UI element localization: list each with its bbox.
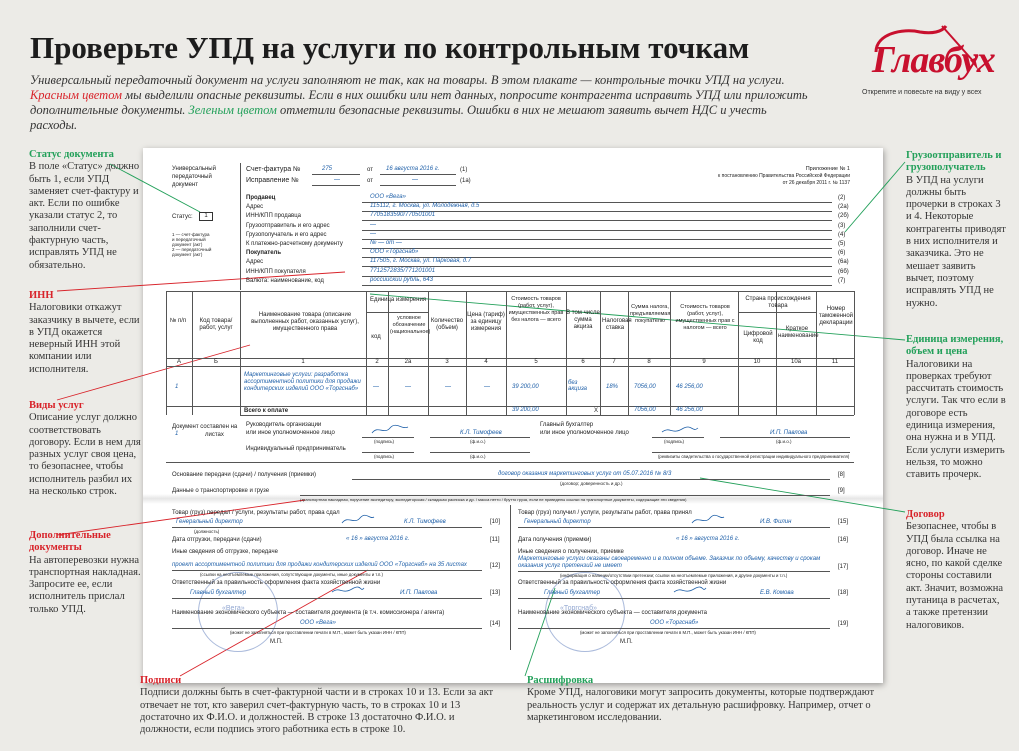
col-tax: Сумма налога, предъявляемая покупателю <box>630 304 671 324</box>
r17-value: Маркетинговые услуги оказаны своевременно и в полном объеме. Заказчик по объему, качеству и срокам оказания услуг претензий не имеет <box>518 556 821 569</box>
note-unit: Единица измерения, объем и цена Налоговики на проверках требуют рассчитать стоимость услуги. Так что если в договоре есть единица измерения, она нужна и в УПД. Если услуги измерить нельзя, то можно ставить прочерк. <box>906 334 1006 481</box>
l14-code: [14] <box>490 621 501 627</box>
parts-divider <box>510 505 511 650</box>
r15-position: Генеральный директор <box>524 519 591 525</box>
party-row-line <box>362 285 832 286</box>
annex-1: Приложение № 1 <box>805 166 850 172</box>
fix-from: от <box>367 178 373 184</box>
sf-date-line <box>380 174 456 175</box>
note-inn: ИНН Налоговики откажут заказчику в вычете, если в УПД окажется неверный ИНН этой компании или исполнителя. <box>29 290 140 375</box>
party-row-line <box>362 248 832 249</box>
r15-signature-icon <box>690 514 726 526</box>
table-column-line <box>600 291 601 415</box>
party-row-code: (6) <box>838 250 846 257</box>
transport-label: Данные о транспортировке и грузе <box>172 488 270 494</box>
r18-line <box>518 598 830 599</box>
upd-caption-2: передаточный <box>172 174 212 180</box>
acc-signature-icon <box>660 424 700 436</box>
table-total-bottom <box>240 415 854 416</box>
column-number: 3 <box>445 359 449 365</box>
l10-signature-icon <box>340 514 376 526</box>
party-row-code: (2) <box>838 195 846 201</box>
total-label: Всего к оплате <box>244 408 289 414</box>
l10-pos-hint: (должность) <box>194 529 220 534</box>
col-unit: Единица измерения <box>369 297 427 303</box>
r15-line <box>518 527 830 528</box>
l11-label: Дата отгрузки, передачи (сдачи) <box>172 537 262 543</box>
basis-code: [8] <box>838 472 845 478</box>
column-number: 5 <box>534 359 538 365</box>
table-column-line <box>388 291 389 415</box>
note-signatures: Подписи Подписи должны быть в счет-фактурной части и в строках 10 и 13. Если за акт отвечает не тот, кто заверил счет-фактурную часть, то в строках 10 и 13 достаточно их Ф.И.О. и должностей. В строке 13 достаточно Ф.И.О. и должности, если подпись этого работника есть в строке 10. <box>140 675 494 736</box>
party-row-value: 7705183590/770501001 <box>370 212 436 219</box>
column-number: 9 <box>702 359 706 365</box>
party-row-label: ИНН/КПП покупателя <box>246 268 306 275</box>
item-unit-code: — <box>373 384 379 390</box>
party-row-code: (3) <box>838 222 846 229</box>
fix-number-line <box>312 185 360 186</box>
party-row-value: ООО «Торгснаб» <box>370 249 419 256</box>
head-name: К.Л. Тимофеев <box>460 430 502 436</box>
acc-label-1: Главный бухгалтер <box>540 422 594 428</box>
column-number: А <box>176 359 181 365</box>
table-column-line <box>366 291 367 415</box>
table-column-line <box>428 291 429 415</box>
l11-date: « 16 » августа 2016 г. <box>346 536 410 542</box>
column-number: 10 <box>753 359 761 365</box>
buyer-stamp-text: «Торгснаб» <box>560 605 597 612</box>
r-mp: М.П. <box>620 639 633 645</box>
section-divider <box>166 462 854 463</box>
table-column-line <box>816 291 817 415</box>
total-total: 46 256,00 <box>676 407 703 413</box>
r18-position: Главный бухгалтер <box>544 590 601 596</box>
table-num-bottom <box>166 366 854 367</box>
table-column-line <box>240 291 241 415</box>
party-row-line <box>362 239 832 240</box>
party-row-value: — <box>370 221 376 228</box>
table-column-line <box>506 291 507 415</box>
head-signature-icon <box>370 424 410 436</box>
party-row-value: 115112, г. Москва, ул. Молодежная, д.5 <box>370 203 480 210</box>
column-number: 4 <box>484 359 488 365</box>
sheets-count: 1 <box>175 431 179 437</box>
sf-label: Счет-фактура № <box>246 166 301 173</box>
party-row-label: Грузоотправитель и его адрес <box>246 222 330 229</box>
r15-label: Товар (груз) получил / услуги, результаты работ, права принял <box>518 510 692 516</box>
head-fio-hint: (ф.и.о.) <box>470 439 486 444</box>
col-code: Код товара/ работ, услуг <box>199 318 233 331</box>
l-mp: М.П. <box>270 639 283 645</box>
item-name: Маркетинговые услуги: разработка ассортиментной политики для продажи кондитерских изделий ООО «Торгснаб» <box>244 372 361 392</box>
r18-code: [18] <box>838 590 849 596</box>
status-hint-2: и передаточный <box>172 237 206 242</box>
item-unit-name: — <box>405 384 411 390</box>
col-unit-code: код <box>371 334 381 340</box>
col-name: Наименование товара (описание выполненных работ, оказанных услуг), имущественного права <box>251 312 359 332</box>
basis-label: Основание передачи (сдачи) / получения (приемки) <box>172 472 316 478</box>
annex-3: от 26 декабря 2011 г. № 1137 <box>782 180 850 186</box>
transport-hint: (транспортная накладная, поручение экспедитору, экспедиторская / складская расписка и др. / масса нетто / брутто груза, если не приведены ссылки на транспортные документы, содержащие эти сведения) <box>300 497 687 502</box>
party-row-label: Покупатель <box>246 250 282 257</box>
logo-brand: Главбух <box>872 39 995 81</box>
fix-code: (1а) <box>460 178 471 184</box>
table-column-line <box>466 291 467 415</box>
acc-label-2: или иное уполномоченное лицо <box>540 430 629 436</box>
basis-hint: (договор; доверенность и др.) <box>560 481 623 486</box>
r19-code: [19] <box>838 621 849 627</box>
column-number: 11 <box>831 359 839 365</box>
party-row-label: Адрес <box>246 259 264 266</box>
l13-position: Главный бухгалтер <box>190 590 247 596</box>
sf-code: (1) <box>460 167 468 173</box>
l10-code: [10] <box>490 519 501 525</box>
col-country-code: Цифровой код <box>743 331 773 344</box>
status-hint-3: документ (акт) <box>172 242 203 247</box>
table-column-line <box>166 291 167 415</box>
table-sub-header-line <box>366 312 428 313</box>
column-number: Б <box>214 359 218 365</box>
seller-stamp-text: «Вега» <box>222 605 245 612</box>
party-row-code: (6б) <box>838 268 849 275</box>
intro-text: Универсальный передаточный документ на услуги заполняют не так, как на товары. В этом плакате — контрольные точки УПД на услуги. Красным цветом мы выделили опасные реквизиты. Если в них ошибки или нет данных, попросите контрагента исправить УПД или приложить дополнительные документы. Зеленым цветом отметили безопасные реквизиты. Ошибки в них не мешают заявить вычет НДС и учесть расходы. <box>30 73 808 132</box>
l14-hint: (может не заполняться при проставлении печати в М.П., может быть указан ИНН / КПП) <box>230 630 406 635</box>
l14-label: Наименование экономического субъекта — составителя документа (в т.ч. комиссионера / агента) <box>172 610 445 616</box>
fix-number: — <box>334 177 340 183</box>
r19-value: ООО «Торгснаб» <box>650 620 699 626</box>
table-column-line <box>628 291 629 415</box>
total-tax: 7056,00 <box>634 407 656 413</box>
note-shipper: Грузоотправитель и грузополучатель В УПД на услуги должны быть прочерки в строках 3 и 4. Некоторые контрагенты приводят в них исполнителя и заказчика. Это не мешает заявить вычет, поэтому исправлять УПД не нужно. <box>906 150 1006 309</box>
total-sum: 39 200,00 <box>512 407 539 413</box>
l10-position: Генеральный директор <box>176 519 243 525</box>
l14-value: ООО «Вега» <box>300 620 336 626</box>
note-extra-docs: Дополнительные документы На автоперевозки нужна транспортная накладная. Запросите ее, если исполнитель прислал только УПД. <box>29 530 141 615</box>
status-hint-5: документ (акт) <box>172 252 203 257</box>
head-sign-hint: (подпись) <box>374 439 395 444</box>
status-label: Статус: <box>172 214 193 220</box>
col-excise: В том числе сумма акциза <box>566 310 600 330</box>
party-row-label: Грузополучатель и его адрес <box>246 231 327 238</box>
column-number: 2а <box>404 359 412 365</box>
party-row-code: (2а) <box>838 204 849 211</box>
table-column-line <box>738 291 739 415</box>
col-unit-name: условное обозначение (национальное) <box>390 315 431 335</box>
r18-name: Е.В. Комова <box>760 590 794 596</box>
party-row-value: № — от — <box>370 240 402 246</box>
l12-hint: (ссылки на неотъемлемые приложения, сопутствующие документы, иные документы и т.п.) <box>200 572 383 577</box>
col-customs: Номер таможенной декларации <box>818 306 854 326</box>
column-number: 1 <box>301 359 305 365</box>
item-qty: — <box>445 384 451 390</box>
acc-sign-hint: (подпись) <box>664 439 685 444</box>
party-row-value: ООО «Вега» <box>370 194 406 200</box>
party-row-code: (4) <box>838 231 846 238</box>
total-x: X <box>594 408 599 414</box>
col-price: Цена (тариф) за единицу измерения <box>467 312 505 332</box>
r18-signature-icon <box>672 584 708 596</box>
party-row-code: (6а) <box>838 259 849 266</box>
ip-cert-hint: (реквизиты свидетельства о государственной регистрации индивидуального предпринимателя) <box>658 454 850 459</box>
party-row-label: К платежно-расчетному документу <box>246 241 343 247</box>
l13-code: [13] <box>490 590 501 596</box>
l13-signature-icon <box>330 584 366 596</box>
col-qty: Количество (объем) <box>430 318 464 331</box>
party-row-code: (2б) <box>838 213 849 220</box>
party-row-value: 7712572835/771201001 <box>370 267 436 274</box>
col-country-name: Краткое наименование <box>778 326 819 339</box>
party-row-code: (7) <box>838 277 846 284</box>
head-label-1: Руководитель организации <box>246 422 322 428</box>
header-divider <box>240 163 241 290</box>
ip-sign-hint: (подпись) <box>374 454 395 459</box>
column-number: 2 <box>375 359 379 365</box>
r16-date: « 16 » августа 2016 г. <box>676 536 740 542</box>
table-column-line <box>854 291 855 415</box>
sf-from: от <box>367 167 373 173</box>
l13-name: И.П. Павлова <box>400 590 438 596</box>
party-row-label: Адрес <box>246 204 264 211</box>
note-services: Виды услуг Описание услуг должно соответствовать договору. Если в нем для разных услуг своя цена, то безопаснее, чтобы исполнитель разбил их на несколько строк. <box>29 400 141 498</box>
note-decode: Расшифровка Кроме УПД, налоговики могут запросить документы, которые подтверждают реальность услуг и содержат их детальную расшифровку. Например, отчет о маркетинговом исследовании. <box>527 675 875 723</box>
column-number: 8 <box>647 359 651 365</box>
note-contract: Договор Безопаснее, чтобы в УПД была ссылка на договор. Иначе не ясно, по какой сделке стороны составили акт. Значит, возможна путаница в расчетах, а также претензии налоговиков. <box>906 509 1004 631</box>
l13-line <box>172 598 482 599</box>
shipper-pointer <box>845 162 905 232</box>
basis-value: договор оказания маркетинговых услуг от 05.07.2016 № 8/3 <box>498 471 672 477</box>
party-row-value: 117505, г. Москва, ул. Парковая, д.7 <box>370 258 472 265</box>
party-row-value: — <box>370 230 376 237</box>
l12-code: [12] <box>490 563 501 569</box>
r19-hint: (может не заполняться при проставлении печати в М.П., может быть указан ИНН / КПП) <box>580 630 756 635</box>
l11-code: [11] <box>490 537 500 543</box>
item-sum: 39 200,00 <box>512 384 539 390</box>
acc-name: И.П. Павлова <box>770 430 808 436</box>
logo-tagline: Открепите и повесьте на виду у всех <box>862 89 982 96</box>
table-row-bottom <box>166 406 854 407</box>
party-row-line <box>362 220 832 221</box>
r18-label: Ответственный за правильность оформления факта хозяйственной жизни <box>518 580 727 586</box>
item-price: — <box>484 384 490 390</box>
table-column-line <box>192 291 193 415</box>
column-number: 7 <box>612 359 616 365</box>
party-row-label: Валюта: наименование, код <box>246 277 324 284</box>
sf-date: 16 августа 2016 г. <box>386 166 440 172</box>
table-sub-header-line <box>738 312 816 313</box>
item-total: 46 256,00 <box>676 384 703 390</box>
r19-label: Наименование экономического субъекта — составителя документа <box>518 610 707 616</box>
acc-fio-hint: (ф.и.о.) <box>776 439 792 444</box>
table-top-line <box>166 291 854 292</box>
col-rate: Налоговая ставка <box>602 318 632 331</box>
item-rate: 18% <box>606 384 619 390</box>
l10-label: Товар (груз) передал / услуги, результаты работ, права сдал <box>172 510 340 516</box>
ip-label: Индивидуальный предприниматель <box>246 446 346 452</box>
column-number: 10а <box>790 359 801 365</box>
r15-name: И.В. Филин <box>760 519 792 525</box>
r16-label: Дата получения (приемки) <box>518 537 592 543</box>
col-total: Стоимость товаров (работ, услуг), имущественных прав с налогом — всего <box>675 304 735 331</box>
r16-code: [16] <box>838 537 849 543</box>
party-row-value: российский рубль, 643 <box>370 276 433 283</box>
party-row-label: ИНН/КПП продавца <box>246 213 302 220</box>
poster-title: Проверьте УПД на услуги по контрольным точкам <box>30 30 750 65</box>
item-excise: без акциза <box>568 380 587 392</box>
l12-value: проект ассортиментной политики для продажи кондитерских изделий ООО «Торгснаб» на 35 листах <box>172 562 467 568</box>
col-sum: Стоимость товаров (работ, услуг), имущественных прав без налога — всего <box>508 296 564 323</box>
item-tax: 7056,00 <box>634 384 656 390</box>
fix-date-line <box>380 185 456 186</box>
sheets-unit: листах <box>205 432 224 438</box>
table-column-line <box>670 291 671 415</box>
l10-name: К.Л. Тимофеев <box>404 519 446 525</box>
r15-code: [15] <box>838 519 849 525</box>
fix-date: — <box>412 177 418 183</box>
column-number: 6 <box>581 359 585 365</box>
status-value: 1 <box>199 212 213 221</box>
r17-label: Иные сведения о получении, приемке <box>518 549 624 555</box>
party-row-code: (5) <box>838 241 846 247</box>
r17-hint: (информация о наличии/отсутствии претензии; ссылки на неотъемлемые приложения, и другие документы и т.п.) <box>560 573 788 578</box>
item-no: 1 <box>175 384 179 390</box>
col-no: № п/п <box>169 318 187 324</box>
ip-fio-hint: (ф.и.о.) <box>470 454 486 459</box>
annex-2: к постановлению Правительства Российской Федерации <box>718 173 850 179</box>
transport-code: [9] <box>838 488 845 494</box>
l13-label: Ответственный за правильность оформления факта хозяйственной жизни <box>172 580 381 586</box>
sheets-label: Документ составлен на <box>172 424 238 430</box>
note-status: Статус документа В поле «Статус» должно быть 1, если УПД заменяет счет-фактуру и акт. Если по ошибке указали статус 2, то заполнили счет-фактурную часть, исправлять УПД не обязательно. <box>29 149 140 271</box>
upd-caption-1: Универсальный <box>172 166 216 172</box>
r17-code: [17] <box>838 564 849 570</box>
status-hint-4: 2 — передаточный <box>172 247 212 252</box>
head-label-2: или иное уполномоченное лицо <box>246 430 335 436</box>
status-hint-1: 1 — счет-фактура <box>172 232 210 237</box>
col-country: Страна происхождения товара <box>745 296 811 309</box>
sf-number-line <box>312 174 360 175</box>
party-row-line <box>362 230 832 231</box>
sf-number: 275 <box>322 166 333 172</box>
l12-label: Иные сведения об отгрузке, передаче <box>172 549 278 555</box>
upd-caption-3: документ <box>172 182 198 188</box>
fix-label: Исправление № <box>246 177 299 184</box>
party-row-label: Продавец <box>246 195 276 201</box>
